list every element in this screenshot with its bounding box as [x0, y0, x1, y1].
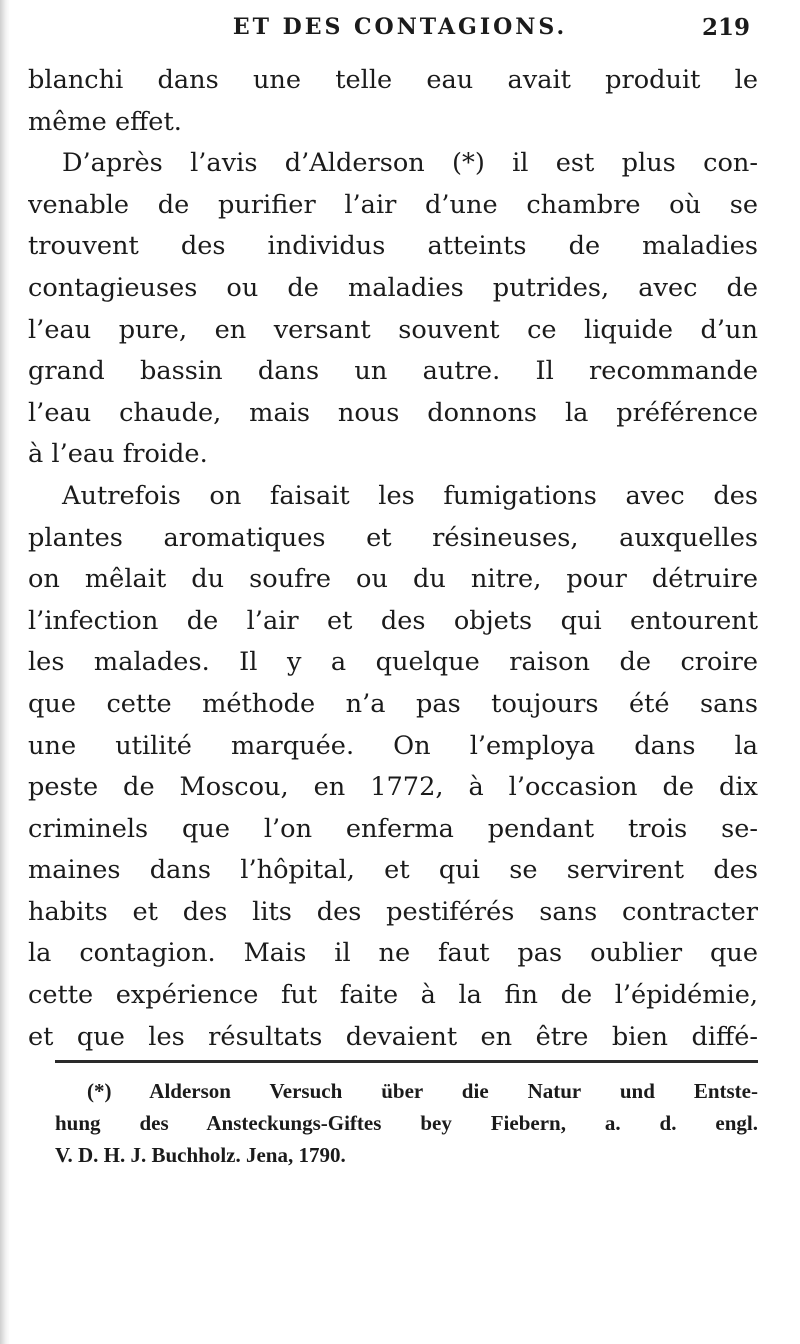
body-line: et que les résultats devaient en être bien diffé- — [28, 1021, 758, 1052]
running-header: ET DES CONTAGIONS. — [232, 14, 568, 40]
body-line: on mêlait du soufre ou du nitre, pour détruire — [28, 564, 758, 595]
body-line: cette expérience fut faite à la fin de l’épidémie, — [28, 980, 758, 1011]
page-number: 219 — [701, 14, 750, 41]
body-line: blanchi dans une telle eau avait produit le — [28, 65, 758, 95]
body-line: les malades. Il y a quelque raison de croire — [28, 647, 758, 678]
body-line: Autrefois on faisait les fumigations avec des — [62, 480, 758, 511]
body-line: l’eau chaude, mais nous donnons la préférence — [28, 397, 758, 428]
body-line: peste de Moscou, en 1772, à l’occasion de dix — [28, 772, 758, 803]
body-line: même effet. — [28, 106, 182, 137]
body-line: l’eau pure, en versant souvent ce liquide d’un — [28, 314, 758, 345]
body-line: l’infection de l’air et des objets qui entourent — [28, 605, 758, 636]
footnote — [55, 1075, 758, 1171]
body-line: que cette méthode n’a pas toujours été sans — [28, 688, 758, 719]
body-line: criminels que l’on enferma pendant trois se- — [28, 813, 758, 844]
body-line: contagieuses ou de maladies putrides, avec de — [28, 272, 758, 303]
body-line: D’après l’avis d’Alderson (*) il est plus con- — [62, 148, 758, 179]
page-edge-shadow — [0, 0, 10, 1344]
body-line: à l’eau froide. — [28, 439, 208, 470]
footnote-divider — [55, 1060, 758, 1063]
body-line: une utilité marquée. On l’employa dans la — [28, 730, 758, 761]
body-text — [28, 60, 758, 1058]
footnote-line: (*) Alderson Versuch über die Natur und Entste- — [87, 1079, 758, 1103]
body-line: la contagion. Mais il ne faut pas oublier que — [28, 938, 758, 969]
footnote-line: V. D. H. J. Buchholz. Jena, 1790. — [55, 1143, 346, 1167]
body-line: habits et des lits des pestiférés sans contracter — [28, 896, 758, 927]
body-line: maines dans l’hôpital, et qui se servirent des — [28, 855, 758, 886]
body-line: plantes aromatiques et résineuses, auxquelles — [28, 522, 758, 553]
footnote-line: hung des Ansteckungs-Giftes bey Fiebern, a. d. engl. — [55, 1111, 758, 1135]
body-line: trouvent des individus atteints de maladies — [28, 231, 758, 262]
body-line: grand bassin dans un autre. Il recommande — [28, 356, 758, 387]
body-line: venable de purifier l’air d’une chambre où se — [28, 189, 758, 220]
